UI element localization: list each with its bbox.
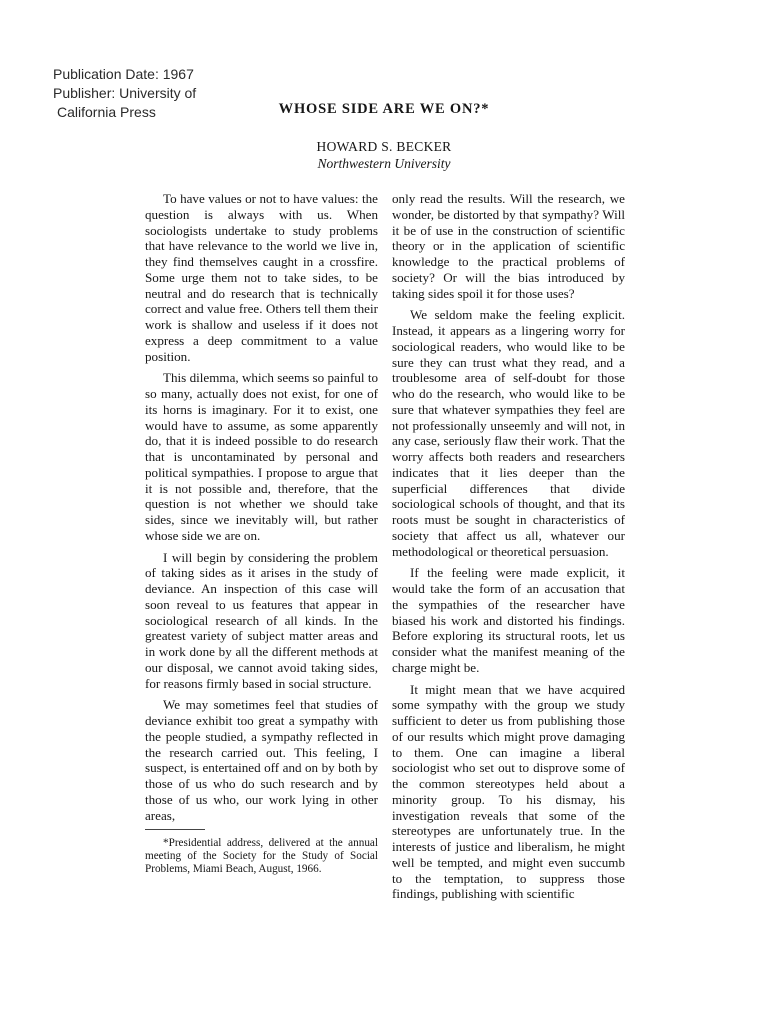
left-column: [145, 191, 378, 882]
paragraph: If the feeling were made explicit, it would take the form of an accusation that the sympathies of the researcher have biased his work and distorted his findings. Before exploring its structural roots, let us consider what the manifest meaning of the charge might be.: [392, 565, 625, 675]
author-affiliation: Northwestern University: [317, 156, 451, 171]
publication-date: Publication Date: 1967: [53, 66, 194, 82]
paragraph: To have values or not to have values: the question is always with us. When sociologists undertake to study problems that have relevance to the world we live in, they find themselves caught in a crossfire. Some urge them not to take sides, to be neutral and do research that is technically correct and value free. Others tell them their work is shallow and useless if it does not express a deep commitment to a value position.: [145, 191, 378, 364]
footnote-divider: [145, 829, 205, 830]
article-title: WHOSE SIDE ARE WE ON?*: [278, 101, 490, 117]
paragraph: We may sometimes feel that studies of deviance exhibit too great a sympathy with the people studied, a sympathy reflected in the research carried out. This feeling, I suspect, is entertained off and on by both by those of us who do such research and by those of us who, our work lying in other areas,: [145, 697, 378, 823]
paragraph: I will begin by considering the problem of taking sides as it arises in the study of deviance. An inspection of this case will soon reveal to us features that appear in sociological research of all kinds. In the greatest variety of subject matter areas and in work done by all the different methods at our disposal, we cannot avoid taking sides, for reasons firmly based in social structure.: [145, 549, 378, 691]
paragraph: only read the results. Will the research, we wonder, be distorted by that sympathy? Will it be of use in the construction of scientific theory or in the application of scientific knowledge to the practical problems of society? Or will the bias introduced by taking sides spoil it for those uses?: [392, 191, 625, 301]
paragraph: We seldom make the feeling explicit. Instead, it appears as a lingering worry for sociological readers, who would like to be sure they can trust what they read, and a troublesome area of self-doubt for those who do the research, who would like to be sure that whatever sympathies they feel are not professionally unseemly and will not, in any case, seriously flaw their work. That the worry affects both readers and researchers indicates that it lies deeper than the superficial differences that divide sociological schools of thought, and that its roots must be sought in characteristics of society that affect us all, whatever our methodological or theoretical persuasion.: [392, 307, 625, 559]
publisher-line-1: Publisher: University of: [53, 85, 197, 101]
publisher-line-2: California Press: [57, 104, 156, 120]
article-author: HOWARD S. BECKER: [316, 139, 452, 154]
footnote: *Presidential address, delivered at the annual meeting of the Society for the Study of Social Problems, Miami Beach, August, 1966.: [145, 837, 378, 875]
paragraph: This dilemma, which seems so painful to so many, actually does not exist, for one of its horns is imaginary. For it to exist, one would have to assume, as some apparently do, that it is indeed possible to do research that is uncontaminated by personal and political sympathies. I propose to argue that it is not possible and, therefore, that the question is not whether we should take sides, since we inevitably will, but rather whose side we are on.: [145, 370, 378, 543]
paragraph: It might mean that we have acquired some sympathy with the group we study sufficient to deter us from publishing those of our results which might prove damaging to them. One can imagine a liberal sociologist who set out to disprove some of the common stereotypes held about a minority group. To his dismay, his investigation reveals that some of the stereotypes are unfortunately true. In the interests of justice and liberalism, he might well be tempted, and might even succumb to the temptation, to suppress those findings, publishing with scientific: [392, 681, 625, 902]
right-column: [392, 191, 625, 908]
